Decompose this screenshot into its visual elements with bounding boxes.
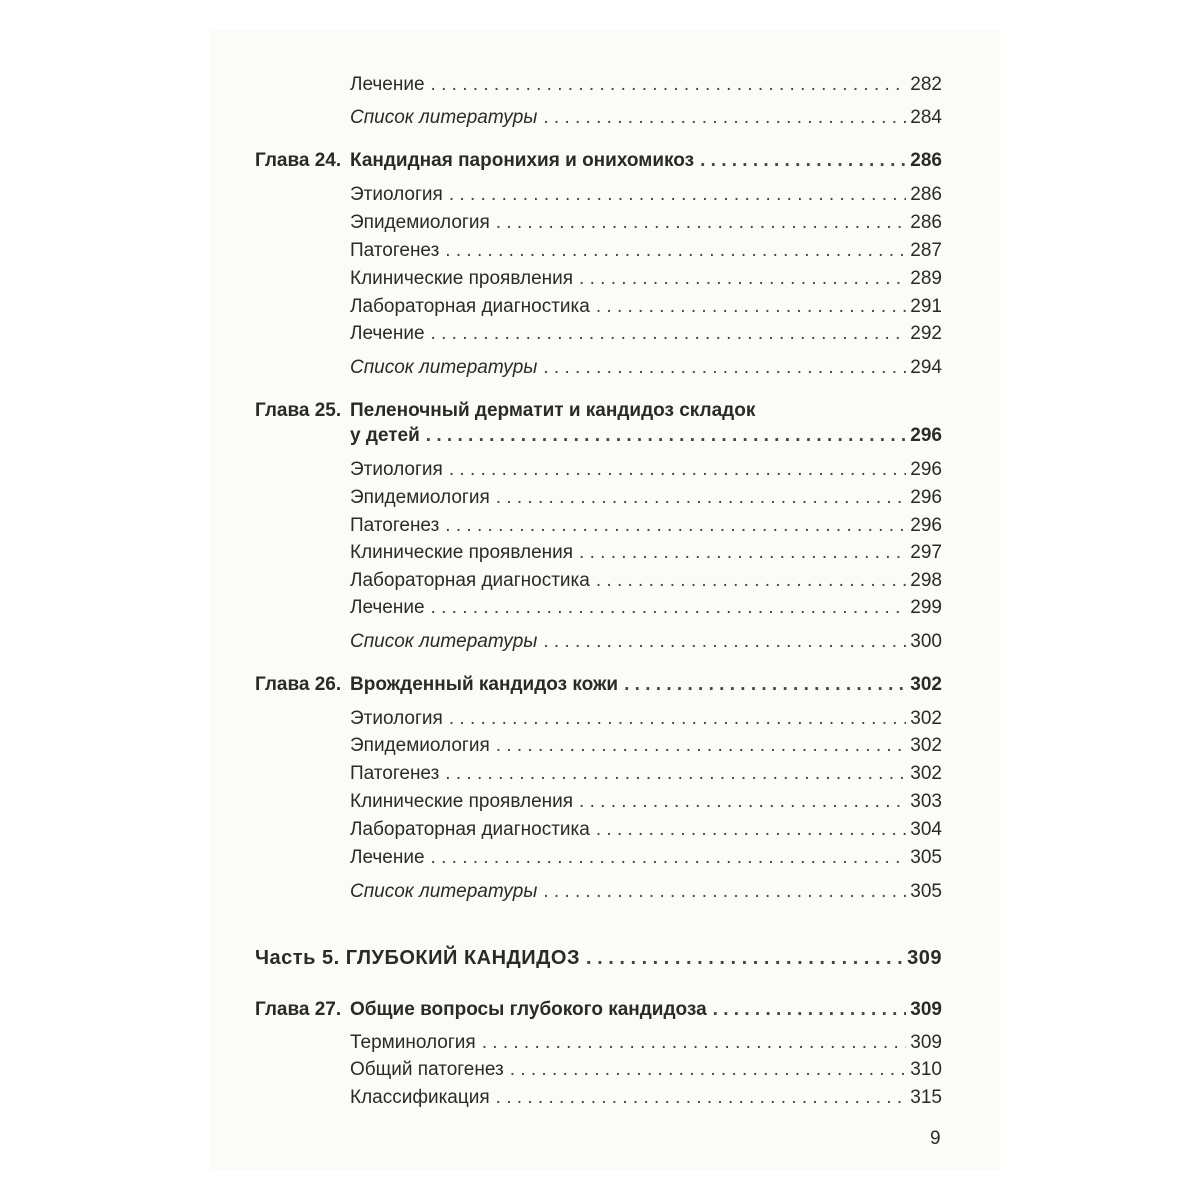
chapter-number: Глава 25.: [255, 400, 342, 421]
toc-entry-title: Лабораторная диагностика: [350, 570, 590, 591]
toc-entry-page: 286: [910, 212, 942, 233]
toc-entry-title: Патогенез: [350, 240, 440, 261]
toc-entry: [350, 1083, 942, 1109]
leader-dots: [431, 847, 907, 869]
toc-entry-page: 302: [910, 763, 942, 784]
toc-entry-page: 297: [910, 542, 942, 563]
toc-entry-title: Клинические проявления: [350, 791, 574, 812]
toc-entry-page: 302: [910, 708, 942, 729]
leader-dots: [543, 631, 906, 653]
leader-dots: [543, 357, 906, 379]
toc-entry: [350, 815, 942, 841]
leader-dots: [579, 268, 906, 290]
toc-entry-title: Этиология: [350, 708, 443, 729]
toc-entry-title: Клинические проявления: [350, 268, 574, 289]
toc-entry: [350, 180, 942, 206]
toc-part-heading: [255, 944, 942, 970]
toc-entry-page: 296: [910, 425, 942, 446]
toc-entry-references: [350, 353, 942, 379]
leader-dots: [579, 791, 906, 813]
leader-dots: [431, 74, 907, 96]
toc-entry: [350, 70, 942, 96]
toc-chapter-heading: [255, 670, 942, 696]
toc-entry: [350, 759, 942, 785]
leader-dots: [445, 763, 906, 785]
toc-entry: [350, 538, 942, 564]
toc-entry-page: 309: [907, 947, 942, 969]
toc-entry: [350, 566, 942, 592]
toc-entry-page: 294: [910, 357, 942, 378]
chapter-number: Глава 26.: [255, 674, 342, 695]
toc-entry-title: Общий патогенез: [350, 1059, 504, 1080]
toc-entry: [350, 236, 942, 262]
toc-entry-page: 302: [910, 735, 942, 756]
toc-entry-page: 300: [910, 631, 942, 652]
toc-entry-page: 309: [910, 1032, 942, 1053]
leader-dots: [543, 107, 906, 129]
toc-chapter-heading-line1: [255, 400, 755, 422]
toc-entry-title: Классификация: [350, 1087, 490, 1108]
toc-entry: [350, 731, 942, 757]
toc-entry: [350, 511, 942, 537]
toc-entry: [350, 787, 942, 813]
part-title: ГЛУБОКИЙ КАНДИДОЗ: [345, 947, 580, 969]
toc-entry: [350, 483, 942, 509]
leader-dots: [449, 459, 906, 481]
toc-entry-page: 303: [910, 791, 942, 812]
leader-dots: [543, 881, 906, 903]
toc-entry-title: Этиология: [350, 184, 443, 205]
toc-entry-title: Лечение: [350, 323, 425, 344]
toc-entry-title: Список литературы: [350, 631, 538, 652]
toc-entry-page: 299: [910, 597, 942, 618]
leader-dots: [445, 240, 906, 262]
toc-entry-title: Терминология: [350, 1032, 476, 1053]
toc-entry-title: Лабораторная диагностика: [350, 296, 590, 317]
toc-entry-title: Патогенез: [350, 763, 440, 784]
toc-entry-title: Этиология: [350, 459, 443, 480]
toc-entry: [350, 292, 942, 318]
leader-dots: [482, 1032, 907, 1054]
toc-entry-title: Патогенез: [350, 515, 440, 536]
toc-entry-page: 292: [910, 323, 942, 344]
toc-entry-page: 296: [910, 515, 942, 536]
leader-dots: [445, 515, 906, 537]
toc-entry-page: 287: [910, 240, 942, 261]
chapter-number: Глава 24.: [255, 150, 342, 171]
toc-chapter-heading: [255, 421, 942, 447]
toc-entry: [350, 455, 942, 481]
toc-entry-title: Клинические проявления: [350, 542, 574, 563]
toc-entry-page: 286: [910, 184, 942, 205]
leader-dots: [431, 597, 907, 619]
toc-entry-page: 304: [910, 819, 942, 840]
toc-entry-title: Лечение: [350, 597, 425, 618]
leader-dots: [496, 1087, 907, 1109]
leader-dots: [596, 570, 906, 592]
toc-entry-page: 282: [910, 74, 942, 95]
toc-entry: [350, 208, 942, 234]
toc-entry-title: Список литературы: [350, 357, 538, 378]
toc-entry: [350, 1028, 942, 1054]
leader-dots: [426, 425, 907, 447]
part-number: Часть 5.: [255, 947, 340, 969]
toc-entry-page: 298: [910, 570, 942, 591]
leader-dots: [596, 819, 906, 841]
toc-entry-page: 309: [910, 999, 942, 1020]
leader-dots: [510, 1059, 907, 1081]
toc-entry-page: 315: [910, 1087, 942, 1108]
toc-entry-page: 310: [910, 1059, 942, 1080]
leader-dots: [586, 947, 903, 970]
toc-entry-title: Список литературы: [350, 881, 538, 902]
chapter-title: Врожденный кандидоз кожи: [350, 674, 619, 695]
toc-entry: [350, 843, 942, 869]
toc-entry: [350, 264, 942, 290]
toc-entry-references: [350, 627, 942, 653]
toc-entry-page: 302: [910, 674, 942, 695]
toc-entry: [350, 1055, 942, 1081]
leader-dots: [496, 735, 907, 757]
leader-dots: [496, 487, 907, 509]
page-number: 9: [930, 1128, 941, 1149]
toc-entry-page: 289: [910, 268, 942, 289]
chapter-title: Пеленочный дерматит и кандидоз складок: [350, 400, 756, 421]
leader-dots: [431, 323, 907, 345]
toc-entry-references: [350, 103, 942, 129]
toc-chapter-heading: [255, 995, 942, 1021]
toc-entry-page: 284: [910, 107, 942, 128]
toc-chapter-heading: [255, 146, 942, 172]
toc-entry-title: Эпидемиология: [350, 212, 490, 233]
chapter-title-continued: у детей: [350, 425, 420, 446]
leader-dots: [596, 296, 906, 318]
toc-entry-page: 296: [910, 459, 942, 480]
toc-entry-page: 296: [910, 487, 942, 508]
toc-entry-title: Лечение: [350, 847, 425, 868]
leader-dots: [713, 999, 907, 1021]
leader-dots: [579, 542, 906, 564]
leader-dots: [449, 184, 906, 206]
leader-dots: [624, 674, 906, 696]
toc-entry-title: Список литературы: [350, 107, 538, 128]
toc-entry-title: Лечение: [350, 74, 425, 95]
chapter-number: Глава 27.: [255, 999, 342, 1020]
toc-entry: [350, 593, 942, 619]
leader-dots: [700, 150, 906, 172]
toc-entry-page: 305: [910, 881, 942, 902]
toc-entry-title: Лабораторная диагностика: [350, 819, 590, 840]
chapter-title: Общие вопросы глубокого кандидоза: [350, 999, 707, 1020]
toc-entry: [350, 319, 942, 345]
toc-entry-page: 286: [910, 150, 942, 171]
toc-entry-page: 291: [910, 296, 942, 317]
toc-entry-title: Эпидемиология: [350, 487, 490, 508]
toc-entry: [350, 704, 942, 730]
toc-entry-title: Эпидемиология: [350, 735, 490, 756]
chapter-title: Кандидная паронихия и онихомикоз: [350, 150, 695, 171]
toc-entry-page: 305: [910, 847, 942, 868]
leader-dots: [496, 212, 907, 234]
toc-entry-references: [350, 877, 942, 903]
leader-dots: [449, 708, 906, 730]
